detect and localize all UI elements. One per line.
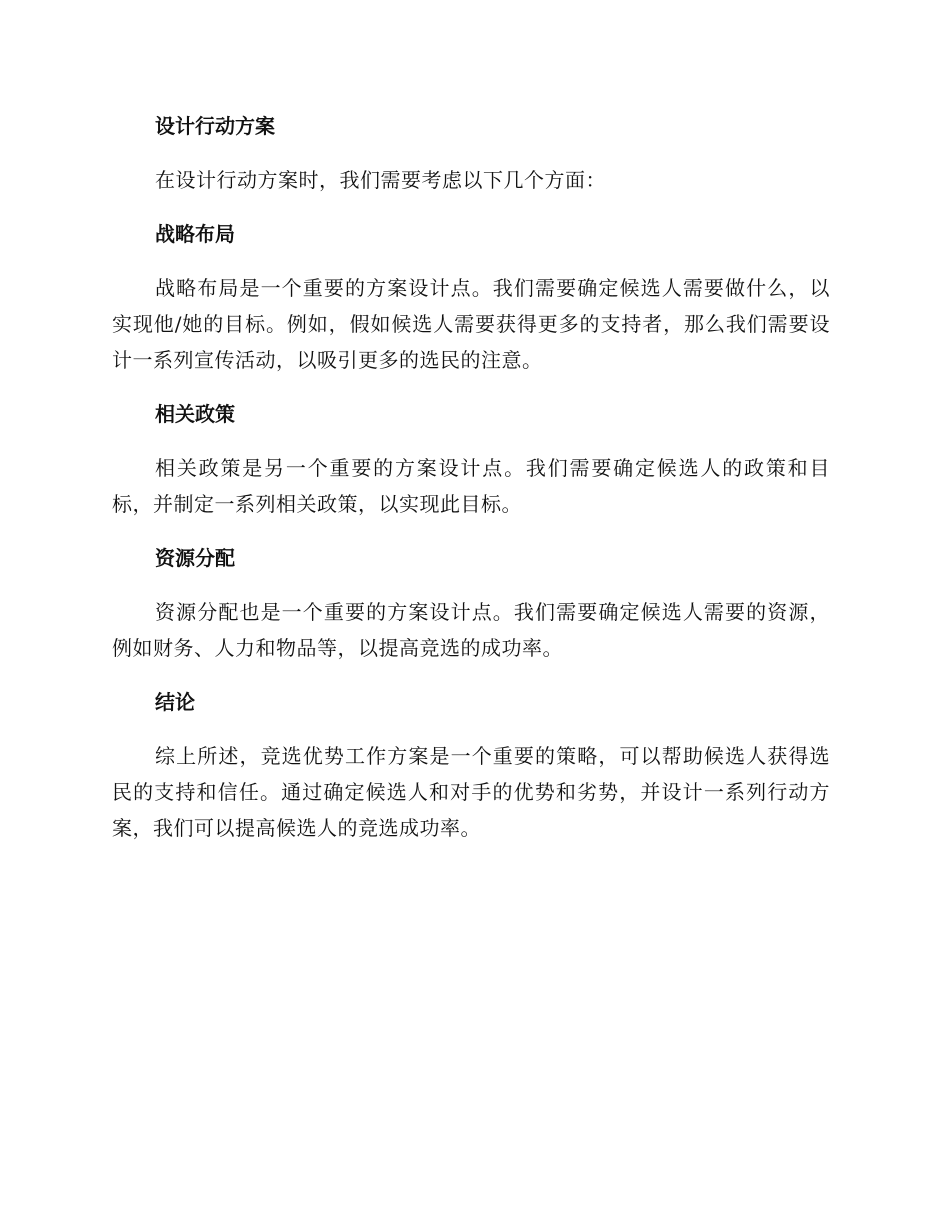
section-heading-action-plan: 设计行动方案 — [155, 114, 275, 138]
section-heading-resources: 资源分配 — [155, 546, 235, 570]
section-heading-strategy: 战略布局 — [155, 222, 235, 246]
section-paragraph-action-plan: 在设计行动方案时，我们需要考虑以下几个方面： — [155, 168, 606, 192]
section-heading-conclusion: 结论 — [155, 690, 195, 714]
section-paragraph-resources: 资源分配也是一个重要的方案设计点。我们需要确定候选人需要的资源，例如财务、人力和物品等，以提高竞选的成功率。 — [112, 600, 830, 660]
section-heading-policy: 相关政策 — [155, 402, 235, 426]
section-paragraph-strategy: 战略布局是一个重要的方案设计点。我们需要确定候选人需要做什么，以实现他/她的目标。例如，假如候选人需要获得更多的支持者，那么我们需要设计一系列宣传活动，以吸引更多的选民的注意。 — [112, 276, 830, 372]
section-paragraph-conclusion: 综上所述，竞选优势工作方案是一个重要的策略，可以帮助候选人获得选民的支持和信任。通过确定候选人和对手的优势和劣势，并设计一系列行动方案，我们可以提高候选人的竞选成功率。 — [112, 744, 830, 840]
section-paragraph-policy: 相关政策是另一个重要的方案设计点。我们需要确定候选人的政策和目标，并制定一系列相关政策，以实现此目标。 — [112, 456, 830, 516]
document-body — [112, 108, 830, 864]
